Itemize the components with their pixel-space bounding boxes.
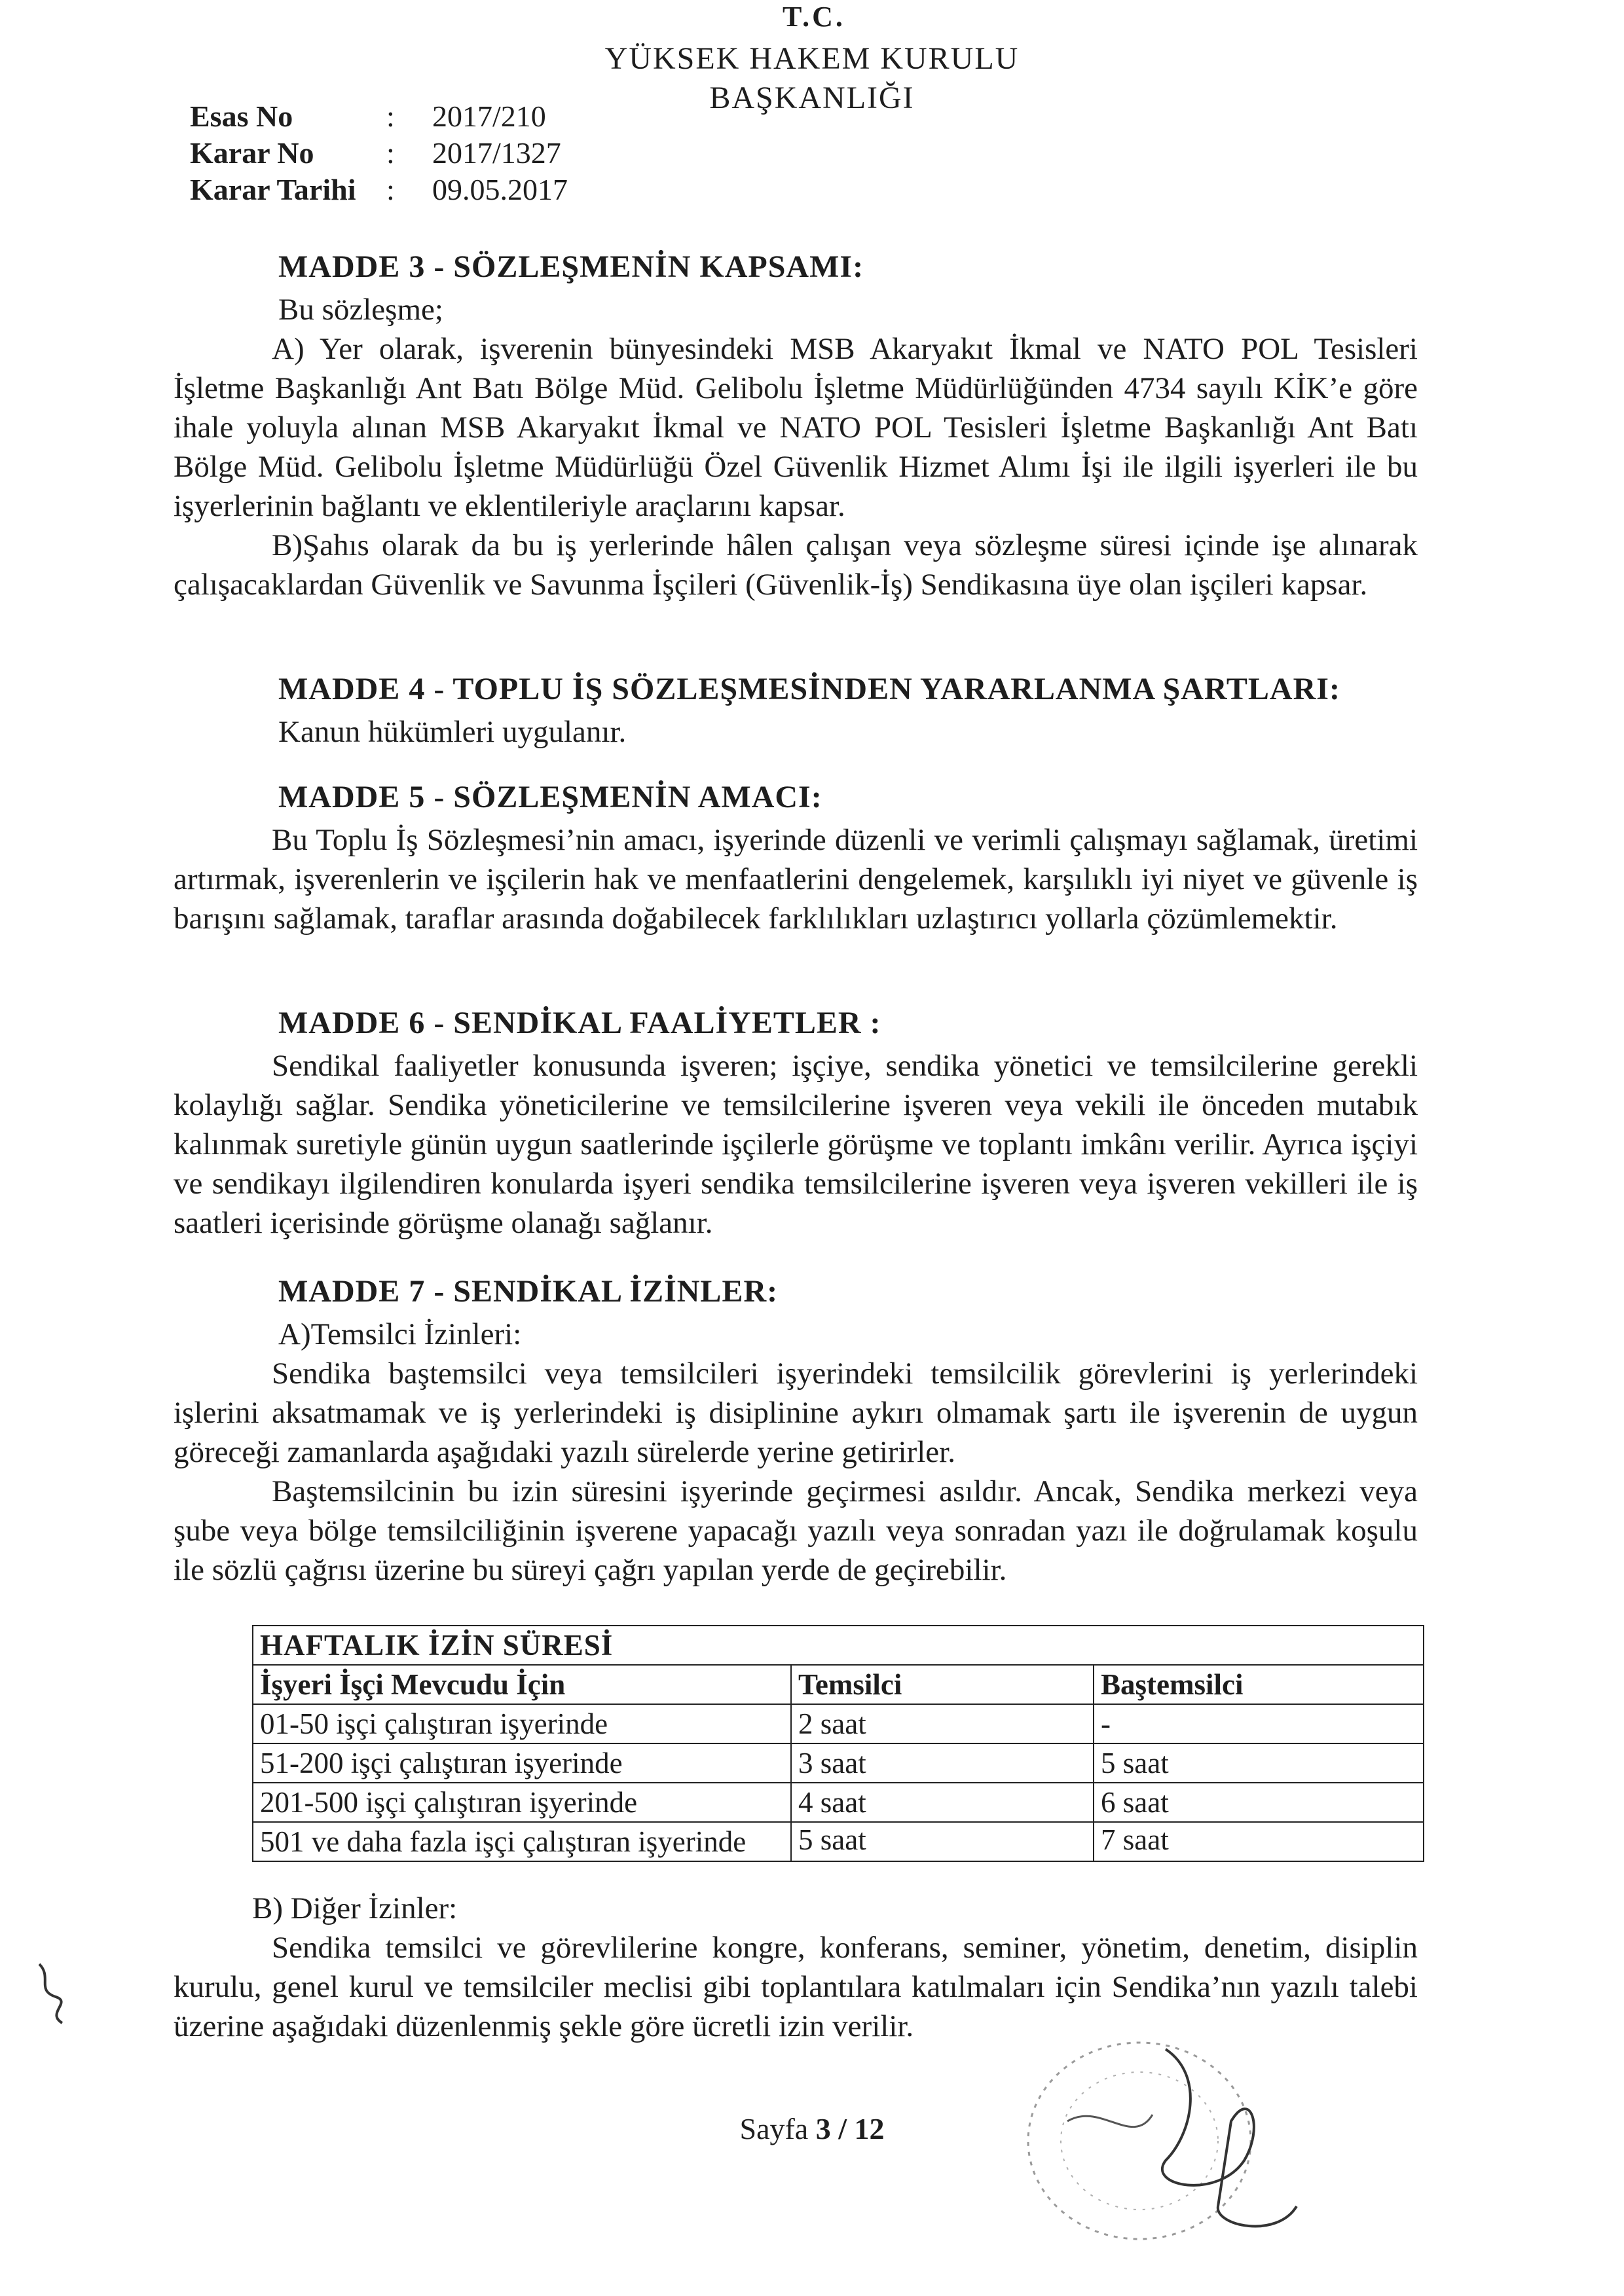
meta-value: 09.05.2017 <box>432 173 568 206</box>
meta-key: Karar No <box>190 136 314 170</box>
table-cell: 7 saat <box>1094 1822 1424 1861</box>
article-5 <box>174 779 1418 938</box>
meta-row-tarih <box>190 172 568 208</box>
table-cell: 2 saat <box>791 1704 1094 1743</box>
article-6 <box>174 1005 1418 1243</box>
article-6-heading: MADDE 6 - SENDİKAL FAALİYETLER : <box>278 1006 881 1040</box>
table-cell: 5 saat <box>1094 1743 1424 1783</box>
table-header-row <box>253 1665 1424 1704</box>
org-subtitle: BAŞKANLIĞI <box>709 81 915 115</box>
table-cell: 501 ve daha fazla işçi çalıştıran işyerinde <box>253 1822 791 1861</box>
article-3-paragraph-b: B)Şahıs olarak da bu iş yerlerinde hâlen çalışan veya sözleşme süresi içinde işe alınarak çalışacaklardan Güvenlik ve Savunma İşçileri (Güvenlik-İş) Sendikasına üye olan işçileri kapsar. <box>174 528 1418 602</box>
meta-key: Esas No <box>190 100 293 133</box>
article-3-heading: MADDE 3 - SÖZLEŞMENİN KAPSAMI: <box>278 249 864 284</box>
article-4-text: Kanun hükümleri uygulanır. <box>278 715 627 749</box>
meta-sep: : <box>386 173 395 206</box>
org-title: YÜKSEK HAKEM KURULU <box>604 41 1020 76</box>
table-cell: 6 saat <box>1094 1783 1424 1822</box>
article-5-text: Bu Toplu İş Sözleşmesi’nin amacı, işyerinde düzenli ve verimli çalışmayı sağlamak, üretimi artırmak, işverenlerin ve işçilerin hak ve menfaatlerini dengelemek, karşılıklı iyi niyet ve güvenle iş barışını sağlamak, taraflar arasında doğabilecek farklılıkları uzlaştırıcı yollarla çözümlemektir. <box>174 823 1418 936</box>
page-label: Sayfa <box>739 2112 809 2145</box>
article-5-heading: MADDE 5 - SÖZLEŞMENİN AMACI: <box>278 780 822 814</box>
table-row <box>253 1704 1424 1743</box>
table-row <box>253 1783 1424 1822</box>
table-cell: 01-50 işçi çalıştıran işyerinde <box>253 1704 791 1743</box>
page-separator: / <box>838 2112 847 2145</box>
table-row <box>253 1743 1424 1783</box>
page-total: 12 <box>854 2112 885 2145</box>
table-cell: 3 saat <box>791 1743 1094 1783</box>
meta-value: 2017/210 <box>432 100 546 133</box>
article-7-b-text: Sendika temsilci ve görevlilerine kongre, konferans, seminer, yönetim, denetim, disiplin kurulu, genel kurul ve temsilciler meclisi gibi toplantılara katılmaları için Sendika’nın yazılı talebi üzerine aşağıdaki düzenlenmiş şekle göre ücretli izin verilir. <box>174 1931 1418 2043</box>
meta-sep: : <box>386 100 395 133</box>
article-6-text: Sendikal faaliyetler konusunda işveren; işçiye, sendika yönetici ve temsilcilerine gerekli kolaylığı sağlar. Sendika yöneticilerine ve temsilcilerine işveren veya vekili ile önceden mutabık kalınmak suretiyle günün uygun saatlerinde işçilerle görüşme ve toplantı imkânı verilir. Ayrıca işçiyi ve sendikayı ilgilendiren konularda işyeri sendika temsilcilerine işveren veya işveren vekilleri ile iş saatleri içerisinde görüşme olanağı sağlanır. <box>174 1049 1418 1240</box>
table-cell: 4 saat <box>791 1783 1094 1822</box>
meta-row-karar <box>190 135 568 172</box>
page-number: 3 <box>815 2112 831 2145</box>
table-header-cell: Baştemsilci <box>1094 1665 1424 1704</box>
meta-value: 2017/1327 <box>432 136 561 170</box>
meta-sep: : <box>386 136 395 170</box>
article-7-b-title: B) Diğer İzinler: <box>252 1891 458 1925</box>
article-7-heading: MADDE 7 - SENDİKAL İZİNLER: <box>278 1274 779 1309</box>
table-cell: 201-500 işçi çalıştıran işyerinde <box>253 1783 791 1822</box>
article-4 <box>174 671 1418 752</box>
page-footer <box>0 2111 1624 2146</box>
table-cell: 5 saat <box>791 1822 1094 1861</box>
table-header-cell: İşyeri İşçi Mevcudu İçin <box>253 1665 791 1704</box>
header-fragment: T.C. <box>783 1 845 33</box>
article-7-a-title: A)Temsilci İzinleri: <box>278 1317 522 1351</box>
table-title: HAFTALIK İZİN SÜRESİ <box>253 1626 1424 1665</box>
table-row <box>253 1822 1424 1861</box>
article-4-heading: MADDE 4 - TOPLU İŞ SÖZLEŞMESİNDEN YARARLANMA ŞARTLARI: <box>278 672 1340 706</box>
margin-initial-signature <box>26 1958 85 2036</box>
table-cell: 51-200 işçi çalıştıran işyerinde <box>253 1743 791 1783</box>
article-3-paragraph-a: A) Yer olarak, işverenin bünyesindeki MSB Akaryakıt İkmal ve NATO POL Tesisleri İşletme Başkanlığı Ant Batı Bölge Müd. Gelibolu İşletme Müdürlüğünden 4734 sayılı KİK’e göre ihale yoluyla alınan MSB Akaryakıt İkmal ve NATO POL Tesisleri İşletme Başkanlığı Ant Batı Bölge Müd. Gelibolu İşletme Müdürlüğü Özel Güvenlik Hizmet Alımı İşi ile ilgili işyerleri ile bu işyerlerinin bağlantı ve eklentileriyle araçlarını kapsar. <box>174 332 1418 523</box>
article-7-a-paragraph-2: Baştemsilcinin bu izin süresini işyerinde geçirmesi asıldır. Ancak, Sendika merkezi veya şube veya bölge temsilciliğinin işverene yapacağı yazılı veya sonradan yazı ile doğrulamak koşulu ile sözlü çağrısı üzerine bu süreyi çağrı yapılan yerde de geçirebilir. <box>174 1474 1418 1587</box>
article-7 <box>174 1273 1418 1590</box>
table-title-row <box>253 1626 1424 1665</box>
table-header-cell: Temsilci <box>791 1665 1094 1704</box>
article-7-a-paragraph-1: Sendika baştemsilci veya temsilcileri işyerindeki temsilcilik görevlerini iş yerlerindeki işlerini aksatmamak ve iş yerlerindeki iş disiplinine aykırı olmamak şartı ile işverenin de uygun göreceği zamanlarda aşağıdaki yazılı sürelerde yerine getirirler. <box>174 1357 1418 1469</box>
article-3 <box>174 249 1418 604</box>
case-meta <box>190 98 568 208</box>
meta-key: Karar Tarihi <box>190 173 356 206</box>
weekly-leave-table <box>252 1625 1424 1862</box>
meta-row-esas <box>190 98 568 135</box>
article-3-intro: Bu sözleşme; <box>278 293 443 327</box>
table-cell: - <box>1094 1704 1424 1743</box>
